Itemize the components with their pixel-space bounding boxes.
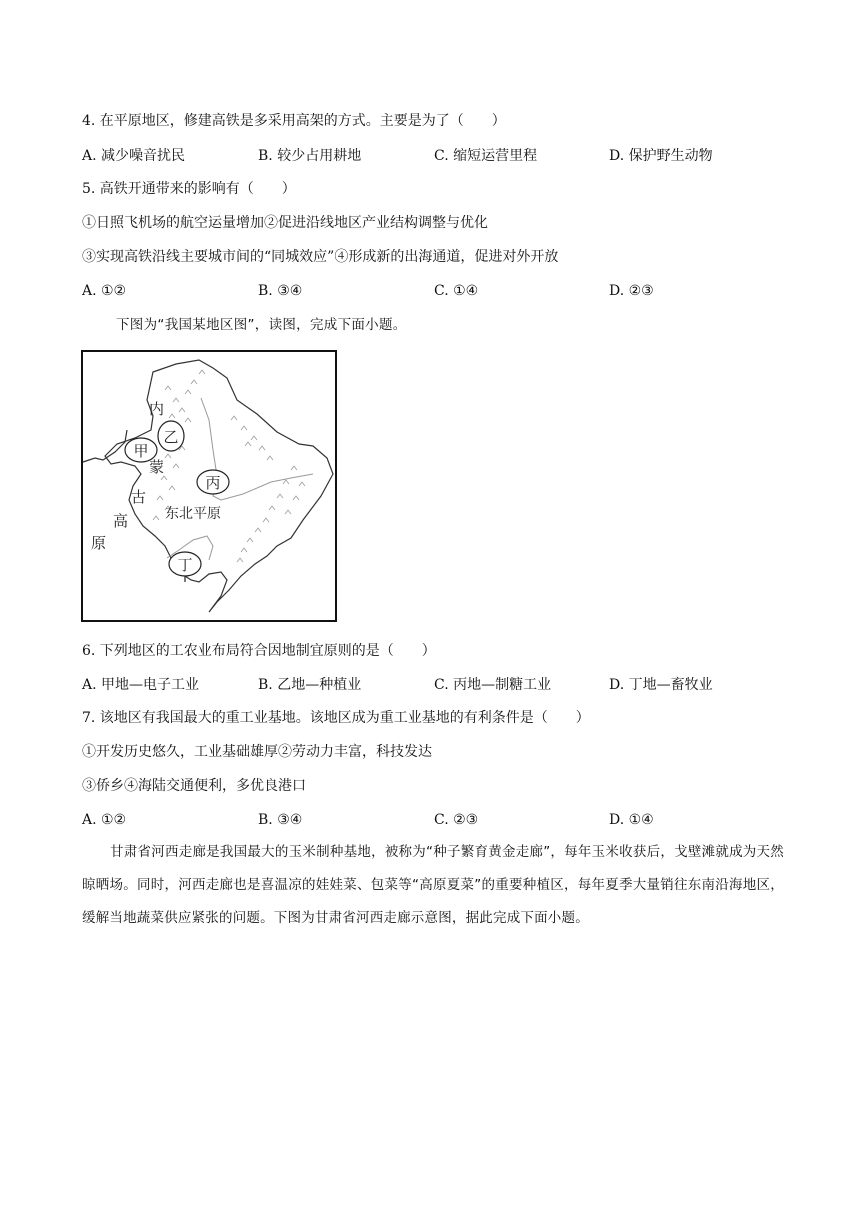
q4-option-c: C. 缩短运营里程 <box>434 148 538 164</box>
q7-option-d: D. ①④ <box>609 812 654 828</box>
q4-stem: 4. 在平原地区，修建高铁是多采用高架的方式。主要是为了（ ） <box>82 113 506 129</box>
label-gao: 高 <box>113 512 129 530</box>
q5-option-c: C. ①④ <box>434 283 479 299</box>
q5-statements-2: ③实现高铁沿线主要城市间的“同城效应”④形成新的出海通道，促进对外开放 <box>82 249 559 265</box>
q6-option-c: C. 丙地—制糖工业 <box>434 677 552 693</box>
marker-jia-text: 甲 <box>133 442 149 460</box>
q4-option-b: B. 较少占用耕地 <box>258 148 362 164</box>
label-gu: 古 <box>131 488 147 506</box>
map-intro-text: 下图为“我国某地区图”，读图，完成下面小题。 <box>116 317 407 333</box>
q5-option-d: D. ②③ <box>609 283 654 299</box>
q5-option-b: B. ③④ <box>258 283 303 299</box>
label-northeast-plain: 东北平原 <box>165 506 221 522</box>
marker-yi-text: 乙 <box>163 428 179 446</box>
q5-statements-1: ①日照飞机场的航空运量增加②促进沿线地区产业结构调整与优化 <box>82 215 488 231</box>
label-nei: 内 <box>149 400 165 418</box>
q6-stem: 6. 下列地区的工农业布局符合因地制宜原则的是（ ） <box>82 643 436 659</box>
q4-option-d: D. 保护野生动物 <box>609 148 713 164</box>
northeast-china-map <box>81 350 337 622</box>
q7-stem: 7. 该地区有我国最大的重工业基地。该地区成为重工业基地的有利条件是（ ） <box>82 710 590 726</box>
q7-option-a: A. ①② <box>82 812 127 828</box>
marker-bing-text: 丙 <box>205 474 221 492</box>
label-yuan: 原 <box>91 534 107 552</box>
q6-option-b: B. 乙地—种植业 <box>258 677 362 693</box>
q5-option-a: A. ①② <box>82 283 127 299</box>
label-meng: 蒙 <box>149 458 165 476</box>
q4-option-a: A. 减少噪音扰民 <box>82 148 186 164</box>
q6-option-a: A. 甲地—电子工业 <box>82 677 200 693</box>
hexi-corridor-passage: 甘肃省河西走廊是我国最大的玉米制种基地，被称为“种子繁育黄金走廊”，每年玉米收获后，戈壁滩就成为天然晾晒场。同时，河西走廊也是喜温凉的娃娃菜、包菜等“高原夏菜”的重要种植区，每年夏季大量销往东南沿海地区，缓解当地蔬菜供应紧张的问题。下图为甘肃省河西走廊示意图，据此完成下面小题。 <box>82 844 784 926</box>
q6-option-d: D. 丁地—畜牧业 <box>609 677 713 693</box>
marker-ding-text: 丁 <box>177 556 193 574</box>
q7-statements-2: ③侨乡④海陆交通便利，多优良港口 <box>82 778 306 794</box>
q7-option-b: B. ③④ <box>258 812 303 828</box>
q5-stem: 5. 高铁开通带来的影响有（ ） <box>82 181 296 197</box>
q7-option-c: C. ②③ <box>434 812 479 828</box>
q7-statements-1: ①开发历史悠久，工业基础雄厚②劳动力丰富，科技发达 <box>82 744 432 760</box>
